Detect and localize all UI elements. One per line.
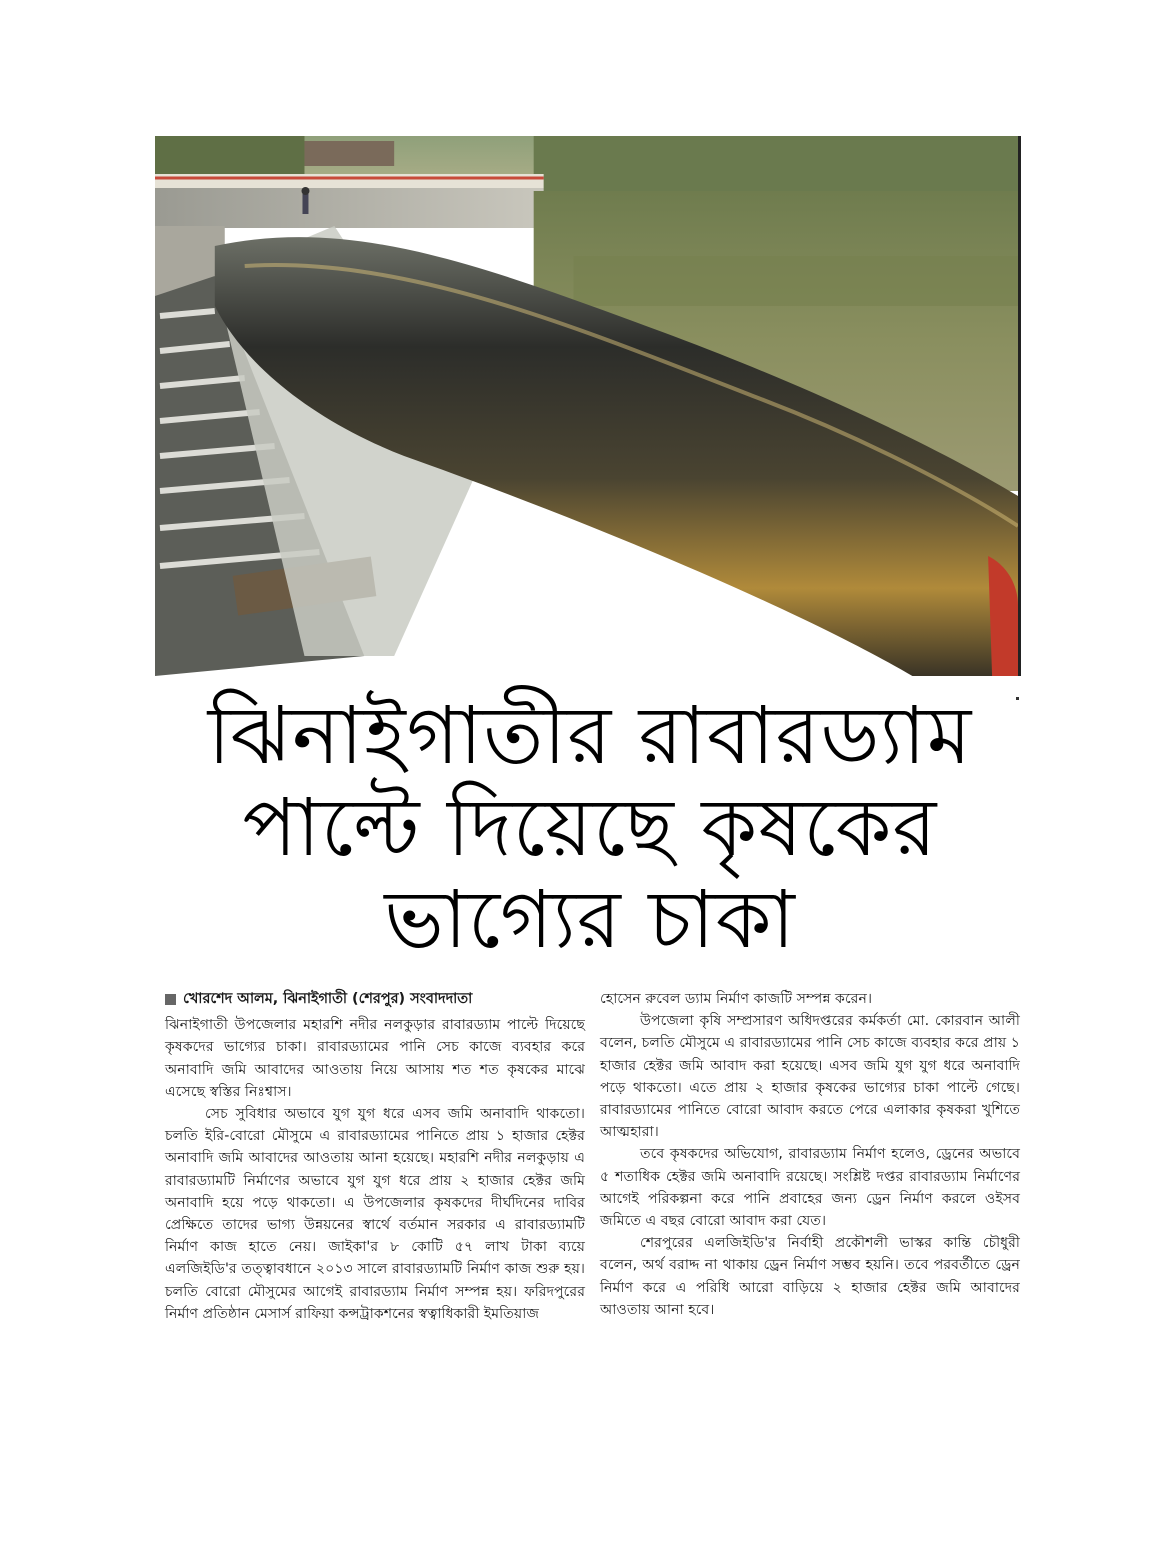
headline-line-2: পাল্টে দিয়েছে কৃষকের [242,781,938,874]
article-paragraph: সেচ সুবিধার অভাবে যুগ যুগ ধরে এসব জমি অনাবাদি থাকতো। চলতি ইরি-বোরো মৌসুমে এ রাবারড্যামের পানিতে প্রায় ১ হাজার হেক্টর অনাবাদি জমি আবাদের আওতায় আনা হয়েছে। মহারশি নদীর নলকুড়ায় এ রাবারড্যামটি নির্মাণের অভাবে যুগ যুগ ধরে প্রায় ২ হাজার হেক্টর জমি অনাবাদি হয়ে পড়ে থাকতো। এ উপজেলার কৃষকদের দীর্ঘদিনের দাবির প্রেক্ষিতে তাদের ভাগ্য উন্নয়নের স্বার্থে বর্তমান সরকার এ রাবারড্যামটি নির্মাণ কাজ হাতে নেয়। জাইকা'র ৮ কোটি ৫৭ লাখ টাকা ব্যয়ে এলজিইডি'র তত্ত্বাবধানে ২০১৩ সালে রাবারড্যামটি নির্মাণ কাজ শুরু হয়। চলতি বোরো মৌসুমের আগেই রাবারড্যাম নির্মাণ সম্পন্ন হয়। ফরিদপুরের নির্মাণ প্রতিষ্ঠান মেসার্স রাফিয়া কন্সট্রাকশনের স্বত্বাধিকারী ইমতিয়াজ [165,1106,585,1322]
byline-text: খোরশেদ আলম, ঝিনাইগাতী (শেরপুর) সংবাদদাতা [183,991,473,1007]
byline-square-icon [165,994,176,1005]
article-paragraph: তবে কৃষকদের অভিযোগ, রাবারড্যাম নির্মাণ হলেও, ড্রেনের অভাবে ৫ শতাধিক হেক্টর জমি অনাবাদি রয়েছে। সংশ্লিষ্ট দপ্তর রাবারড্যাম নির্মাণের আগেই পরিকল্পনা করে পানি প্রবাহের জন্য ড্রেন নির্মাণ করলে ওইসব জমিতে এ বছর বোরো আবাদ করা যেত। [600,1146,1020,1230]
article-paragraph: শেরপুরের এলজিইডি'র নির্বাহী প্রকৌশলী ভাস্কর কান্তি চৌধুরী বলেন, অর্থ বরাদ্দ না থাকায় ড্রেন নির্মাণ সম্ভব হয়নি। তবে পরবর্তীতে ড্রেন নির্মাণ করে এ পরিধি আরো বাড়িয়ে ২ হাজার হেক্টর জমি আবাদের আওতায় আনা হবে। [600,1235,1020,1318]
byline [165,988,585,1010]
article-paragraph: ঝিনাইগাতী উপজেলার মহারশি নদীর নলকুড়ার রাবারড্যাম পাল্টে দিয়েছে কৃষকদের ভাগ্যের চাকা। রাবারড্যামের পানি সেচ কাজে ব্যবহার করে অনাবাদি জমি আবাদের আওতায় নিয়ে আসায় শত শত কৃষকের মাঝে এসেছে স্বস্তির নিঃশ্বাস। [165,1017,585,1100]
article-column-left [165,988,585,1325]
article-paragraph: উপজেলা কৃষি সম্প্রসারণ অধিদপ্তরের কর্মকর্তা মো. কোরবান আলী বলেন, চলতি মৌসুমে এ রাবারড্যামের পানি সেচ কাজে ব্যবহার করে প্রায় ১ হাজার হেক্টর জমি আবাদ করা হয়েছে। এসব জমি যুগ যুগ ধরে অনাবাদি পড়ে থাকতো। এতে প্রায় ২ হাজার কৃষকের ভাগ্যের চাকা পাল্টে গেছে। রাবারড্যামের পানিতে বোরো আবাদ করতে পেরে এলাকার কৃষকরা খুশিতে আত্মহারা। [600,1013,1020,1141]
rubber-dam-illustration [155,136,1018,676]
headline-line-1: ঝিনাইগাতীর রাবারড্যাম [207,689,973,782]
article-column-right [600,988,1020,1321]
headline-line-3: ভাগ্যের চাকা [384,873,796,966]
article-paragraph: হোসেন রুবেল ড্যাম নির্মাণ কাজটি সম্পন্ন করেন। [600,991,873,1007]
headline [150,690,1030,966]
rubber-dam-photo [155,136,1021,676]
